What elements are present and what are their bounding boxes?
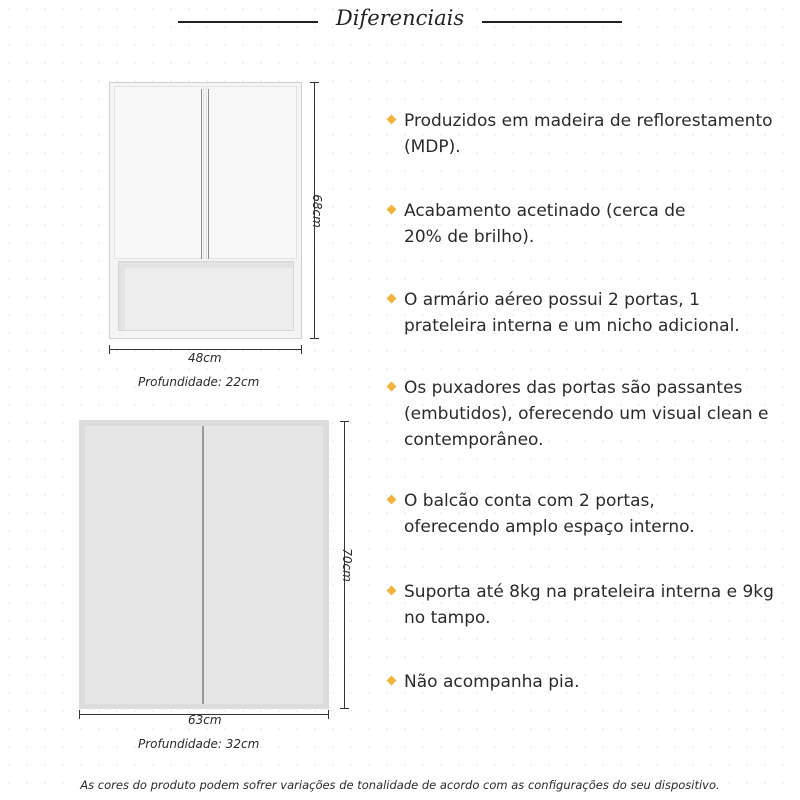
feature-text: Produzidos em madeira de reflorestamento (MDP). xyxy=(404,111,773,157)
header-line-left xyxy=(178,21,318,23)
base-cabinet-drawing xyxy=(79,420,329,709)
feature-text: Os puxadores das portas são passantes (embutidos), oferecendo um visual clean e contemporâneo. xyxy=(404,378,769,450)
feature-text: Não acompanha pia. xyxy=(404,672,580,692)
base-cabinet-depth-label: Profundidade: 32cm xyxy=(138,737,260,751)
base-cabinet-height-label: 70cm xyxy=(339,548,354,582)
feature-text: O armário aéreo possui 2 portas, 1 prateleira interna e um nicho adicional. xyxy=(404,290,740,336)
dimension-tick xyxy=(109,345,110,354)
dimension-tick xyxy=(340,421,349,422)
base-cabinet-door-left xyxy=(85,426,202,704)
dimension-tick xyxy=(340,708,349,709)
diamond-bullet-icon xyxy=(387,205,397,215)
footer-disclaimer: As cores do produto podem sofrer variações de tonalidade de acordo com as configurações do seu dispositivo. xyxy=(80,778,720,792)
wall-cabinet-width-label: 48cm xyxy=(188,351,222,365)
wall-cabinet-niche xyxy=(118,261,294,331)
page-title: Diferenciais xyxy=(335,6,465,30)
header-line-right xyxy=(482,21,622,23)
door-handle xyxy=(201,89,202,259)
base-cabinet-width-label: 63cm xyxy=(188,713,222,727)
feature-text: Suporta até 8kg na prateleira interna e 9kg no tampo. xyxy=(404,582,774,628)
diamond-bullet-icon xyxy=(387,294,397,304)
base-cabinet-door-right xyxy=(204,426,323,704)
diamond-bullet-icon xyxy=(387,382,397,392)
diamond-bullet-icon xyxy=(387,586,397,596)
wall-cabinet-drawing xyxy=(109,82,302,339)
dimension-tick xyxy=(310,338,319,339)
door-handle-gap xyxy=(202,426,204,704)
feature-text: Acabamento acetinado (cerca de 20% de brilho). xyxy=(404,201,686,247)
feature-text: O balcão conta com 2 portas, oferecendo amplo espaço interno. xyxy=(404,491,695,537)
wall-cabinet-depth-label: Profundidade: 22cm xyxy=(138,375,260,389)
width-dimension-line xyxy=(109,349,302,350)
dimension-tick xyxy=(310,82,319,83)
dimension-tick xyxy=(328,710,329,719)
diamond-bullet-icon xyxy=(387,676,397,686)
diamond-bullet-icon xyxy=(387,115,397,125)
door-handle xyxy=(208,89,209,259)
wall-cabinet-door-left xyxy=(114,86,204,259)
dimension-tick xyxy=(79,710,80,719)
wall-cabinet-door-right xyxy=(206,86,297,259)
diamond-bullet-icon xyxy=(387,495,397,505)
dimension-tick xyxy=(301,345,302,354)
wall-cabinet-height-label: 68cm xyxy=(309,194,324,228)
